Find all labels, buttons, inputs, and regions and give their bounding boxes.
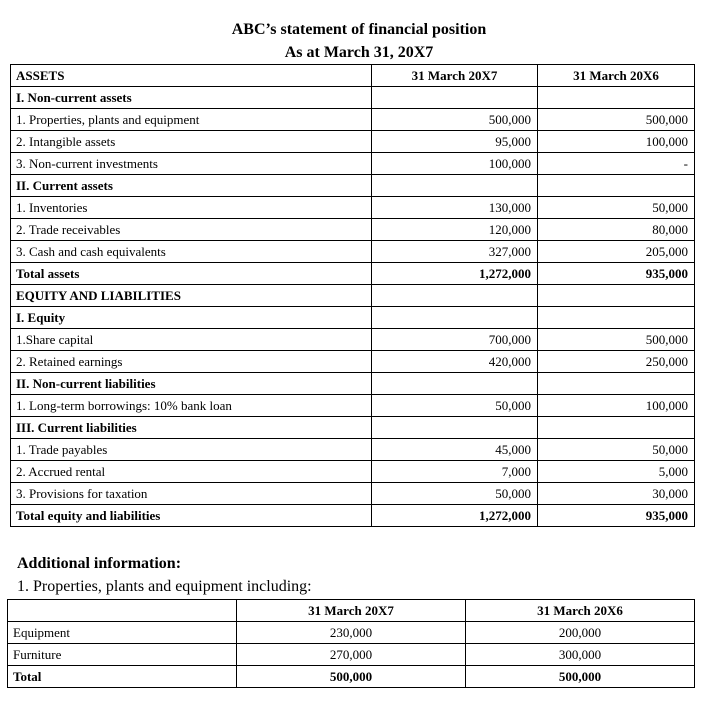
row-label: 1. Properties, plants and equipment xyxy=(11,109,372,131)
ppe-row xyxy=(8,644,695,666)
ppe-breakdown-table xyxy=(7,599,695,688)
additional-info-title: Additional information: xyxy=(17,555,182,572)
value-20x6: 50,000 xyxy=(538,439,695,461)
row-label: 1.Share capital xyxy=(11,329,372,351)
table-row xyxy=(11,483,695,505)
row-label: Total assets xyxy=(11,263,372,285)
value-20x7 xyxy=(372,307,538,329)
table-row xyxy=(11,329,695,351)
table-row xyxy=(11,505,695,527)
row-label: II. Non-current liabilities xyxy=(11,373,372,395)
row-label: EQUITY AND LIABILITIES xyxy=(11,285,372,307)
value-20x6: 5,000 xyxy=(538,461,695,483)
row-label: III. Current liabilities xyxy=(11,417,372,439)
table-row xyxy=(11,219,695,241)
value-20x6 xyxy=(538,87,695,109)
ppe-header-blank xyxy=(8,600,237,622)
value-20x7: 500,000 xyxy=(372,109,538,131)
ppe-header-row xyxy=(8,600,695,622)
additional-info-line: 1. Properties, plants and equipment including: xyxy=(17,578,312,595)
value-20x7: 7,000 xyxy=(372,461,538,483)
table-row xyxy=(11,395,695,417)
statement-title: ABC’s statement of financial position xyxy=(231,21,487,38)
row-label: Total equity and liabilities xyxy=(11,505,372,527)
value-20x6 xyxy=(538,175,695,197)
value-20x7 xyxy=(372,373,538,395)
header-20x6: 31 March 20X6 xyxy=(538,65,695,87)
table-row xyxy=(11,131,695,153)
value-20x6: 205,000 xyxy=(538,241,695,263)
header-20x7: 31 March 20X7 xyxy=(372,65,538,87)
table-row xyxy=(11,153,695,175)
table-row xyxy=(11,87,695,109)
value-20x7: 45,000 xyxy=(372,439,538,461)
header-assets: ASSETS xyxy=(11,65,372,87)
value-20x6 xyxy=(538,417,695,439)
ppe-label: Equipment xyxy=(8,622,237,644)
value-20x6: 30,000 xyxy=(538,483,695,505)
value-20x6: - xyxy=(538,153,695,175)
table-row xyxy=(11,241,695,263)
value-20x7: 100,000 xyxy=(372,153,538,175)
value-20x7: 1,272,000 xyxy=(372,263,538,285)
row-label: 1. Inventories xyxy=(11,197,372,219)
row-label: I. Equity xyxy=(11,307,372,329)
value-20x6: 250,000 xyxy=(538,351,695,373)
value-20x7: 120,000 xyxy=(372,219,538,241)
value-20x7: 50,000 xyxy=(372,395,538,417)
ppe-label: Furniture xyxy=(8,644,237,666)
value-20x7: 420,000 xyxy=(372,351,538,373)
value-20x7 xyxy=(372,87,538,109)
value-20x7: 95,000 xyxy=(372,131,538,153)
table-row xyxy=(11,307,695,329)
financial-position-table xyxy=(10,64,695,527)
value-20x7 xyxy=(372,417,538,439)
statement-subtitle: As at March 31, 20X7 xyxy=(284,44,434,61)
ppe-row xyxy=(8,622,695,644)
header-row xyxy=(11,65,695,87)
row-label: 2. Retained earnings xyxy=(11,351,372,373)
row-label: II. Current assets xyxy=(11,175,372,197)
ppe-value-20x7: 500,000 xyxy=(237,666,466,688)
table-row xyxy=(11,197,695,219)
value-20x6: 100,000 xyxy=(538,395,695,417)
ppe-row xyxy=(8,666,695,688)
table-row xyxy=(11,351,695,373)
value-20x7: 327,000 xyxy=(372,241,538,263)
ppe-label: Total xyxy=(8,666,237,688)
table-row xyxy=(11,461,695,483)
value-20x6: 500,000 xyxy=(538,329,695,351)
value-20x7: 50,000 xyxy=(372,483,538,505)
row-label: 3. Cash and cash equivalents xyxy=(11,241,372,263)
ppe-breakdown-body xyxy=(8,600,695,688)
table-row xyxy=(11,175,695,197)
row-label: 3. Non-current investments xyxy=(11,153,372,175)
value-20x7: 1,272,000 xyxy=(372,505,538,527)
ppe-value-20x7: 230,000 xyxy=(237,622,466,644)
row-label: I. Non-current assets xyxy=(11,87,372,109)
table-row xyxy=(11,109,695,131)
row-label: 2. Accrued rental xyxy=(11,461,372,483)
value-20x6 xyxy=(538,373,695,395)
value-20x6 xyxy=(538,285,695,307)
financial-position-body xyxy=(11,65,695,527)
row-label: 2. Trade receivables xyxy=(11,219,372,241)
value-20x6: 935,000 xyxy=(538,263,695,285)
value-20x6: 50,000 xyxy=(538,197,695,219)
table-row xyxy=(11,263,695,285)
value-20x7 xyxy=(372,285,538,307)
value-20x6: 80,000 xyxy=(538,219,695,241)
ppe-value-20x6: 500,000 xyxy=(466,666,695,688)
row-label: 1. Trade payables xyxy=(11,439,372,461)
value-20x7 xyxy=(372,175,538,197)
value-20x6 xyxy=(538,307,695,329)
ppe-header-20x6: 31 March 20X6 xyxy=(466,600,695,622)
row-label: 3. Provisions for taxation xyxy=(11,483,372,505)
value-20x6: 935,000 xyxy=(538,505,695,527)
row-label: 2. Intangible assets xyxy=(11,131,372,153)
ppe-value-20x6: 200,000 xyxy=(466,622,695,644)
table-row xyxy=(11,439,695,461)
table-row xyxy=(11,373,695,395)
value-20x6: 500,000 xyxy=(538,109,695,131)
value-20x7: 130,000 xyxy=(372,197,538,219)
row-label: 1. Long-term borrowings: 10% bank loan xyxy=(11,395,372,417)
table-row xyxy=(11,285,695,307)
value-20x7: 700,000 xyxy=(372,329,538,351)
value-20x6: 100,000 xyxy=(538,131,695,153)
ppe-value-20x7: 270,000 xyxy=(237,644,466,666)
table-row xyxy=(11,417,695,439)
ppe-value-20x6: 300,000 xyxy=(466,644,695,666)
ppe-header-20x7: 31 March 20X7 xyxy=(237,600,466,622)
